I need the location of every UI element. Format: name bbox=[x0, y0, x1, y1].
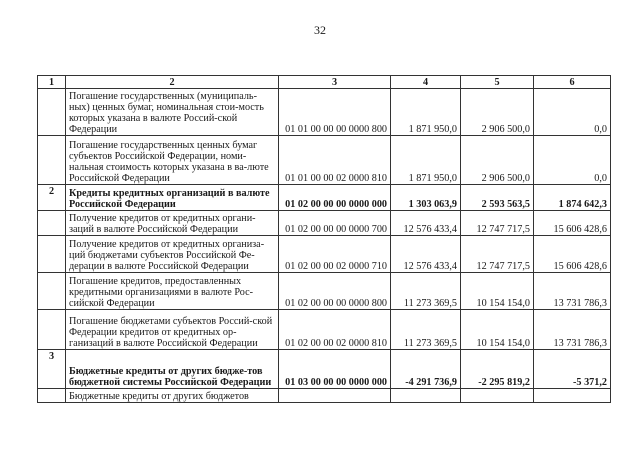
row-value-col5: 12 747 717,5 bbox=[461, 236, 534, 273]
column-header: 1 bbox=[38, 76, 66, 89]
row-name: Бюджетные кредиты от других бюдже-тов бюджетной системы Российской Федерации bbox=[66, 350, 279, 389]
row-name: Бюджетные кредиты от других бюджетов bbox=[66, 389, 279, 403]
column-header: 6 bbox=[534, 76, 611, 89]
row-value-col6: 13 731 786,3 bbox=[534, 273, 611, 310]
row-value-col5 bbox=[461, 389, 534, 403]
row-value-col5: 10 154 154,0 bbox=[461, 310, 534, 350]
row-code: 01 02 00 00 02 0000 810 bbox=[279, 310, 391, 350]
row-code: 01 01 00 00 02 0000 810 bbox=[279, 136, 391, 185]
table-row bbox=[38, 136, 611, 185]
table-header-row bbox=[38, 76, 611, 89]
row-name: Погашение государственных ценных бумаг субъектов Российской Федерации, номи-нальная стоимость которых указана в ва-люте Российской Федерации bbox=[66, 136, 279, 185]
table-row bbox=[38, 185, 611, 211]
row-number bbox=[38, 310, 66, 350]
table-row bbox=[38, 310, 611, 350]
budget-sources-table bbox=[37, 75, 611, 403]
row-number bbox=[38, 273, 66, 310]
row-name: Погашение бюджетами субъектов Россий-ской Федерации кредитов от кредитных ор-ганизаций в валюте Российской Федерации bbox=[66, 310, 279, 350]
table-row bbox=[38, 273, 611, 310]
row-name: Кредиты кредитных организаций в валюте Российской Федерации bbox=[66, 185, 279, 211]
row-name: Получение кредитов от кредитных органи-заций в валюте Российской Федерации bbox=[66, 211, 279, 236]
row-value-col4: 1 871 950,0 bbox=[391, 136, 461, 185]
row-code: 01 02 00 00 00 0000 700 bbox=[279, 211, 391, 236]
row-number: 2 bbox=[38, 185, 66, 211]
row-code: 01 01 00 00 00 0000 800 bbox=[279, 89, 391, 136]
row-value-col4: 11 273 369,5 bbox=[391, 273, 461, 310]
row-value-col4: 12 576 433,4 bbox=[391, 211, 461, 236]
row-value-col4: 1 871 950,0 bbox=[391, 89, 461, 136]
row-value-col4: 1 303 063,9 bbox=[391, 185, 461, 211]
row-value-col6 bbox=[534, 389, 611, 403]
row-number bbox=[38, 136, 66, 185]
row-number bbox=[38, 211, 66, 236]
column-header: 3 bbox=[279, 76, 391, 89]
row-number bbox=[38, 236, 66, 273]
row-value-col6: 15 606 428,6 bbox=[534, 211, 611, 236]
row-name: Погашение государственных (муниципаль-ных) ценных бумаг, номинальная стои-мость которых указана в валюте Россий-ской Федерации bbox=[66, 89, 279, 136]
row-value-col4: 12 576 433,4 bbox=[391, 236, 461, 273]
table-row bbox=[38, 236, 611, 273]
row-value-col6: 0,0 bbox=[534, 136, 611, 185]
row-code: 01 02 00 00 00 0000 000 bbox=[279, 185, 391, 211]
row-name: Получение кредитов от кредитных организа-ций бюджетами субъектов Российской Фе-дерации в валюте Российской Федерации bbox=[66, 236, 279, 273]
row-value-col6: 0,0 bbox=[534, 89, 611, 136]
row-code bbox=[279, 389, 391, 403]
row-number bbox=[38, 389, 66, 403]
row-value-col6: -5 371,2 bbox=[534, 350, 611, 389]
row-value-col5: 10 154 154,0 bbox=[461, 273, 534, 310]
page-number: 32 bbox=[314, 23, 326, 37]
row-value-col6: 1 874 642,3 bbox=[534, 185, 611, 211]
table-row bbox=[38, 350, 611, 389]
row-value-col4: -4 291 736,9 bbox=[391, 350, 461, 389]
row-value-col5: 2 593 563,5 bbox=[461, 185, 534, 211]
row-value-col4: 11 273 369,5 bbox=[391, 310, 461, 350]
table-row bbox=[38, 89, 611, 136]
row-value-col4 bbox=[391, 389, 461, 403]
row-value-col5: 2 906 500,0 bbox=[461, 89, 534, 136]
table-row bbox=[38, 211, 611, 236]
column-header: 4 bbox=[391, 76, 461, 89]
row-number bbox=[38, 89, 66, 136]
row-value-col5: 12 747 717,5 bbox=[461, 211, 534, 236]
row-name: Погашение кредитов, предоставленных кредитными организациями в валюте Рос-сийской Федерации bbox=[66, 273, 279, 310]
row-value-col5: -2 295 819,2 bbox=[461, 350, 534, 389]
column-header: 2 bbox=[66, 76, 279, 89]
row-code: 01 02 00 00 00 0000 800 bbox=[279, 273, 391, 310]
row-code: 01 02 00 00 02 0000 710 bbox=[279, 236, 391, 273]
column-header: 5 bbox=[461, 76, 534, 89]
row-value-col5: 2 906 500,0 bbox=[461, 136, 534, 185]
row-value-col6: 13 731 786,3 bbox=[534, 310, 611, 350]
row-value-col6: 15 606 428,6 bbox=[534, 236, 611, 273]
row-code: 01 03 00 00 00 0000 000 bbox=[279, 350, 391, 389]
table-row bbox=[38, 389, 611, 403]
row-number: 3 bbox=[38, 350, 66, 389]
